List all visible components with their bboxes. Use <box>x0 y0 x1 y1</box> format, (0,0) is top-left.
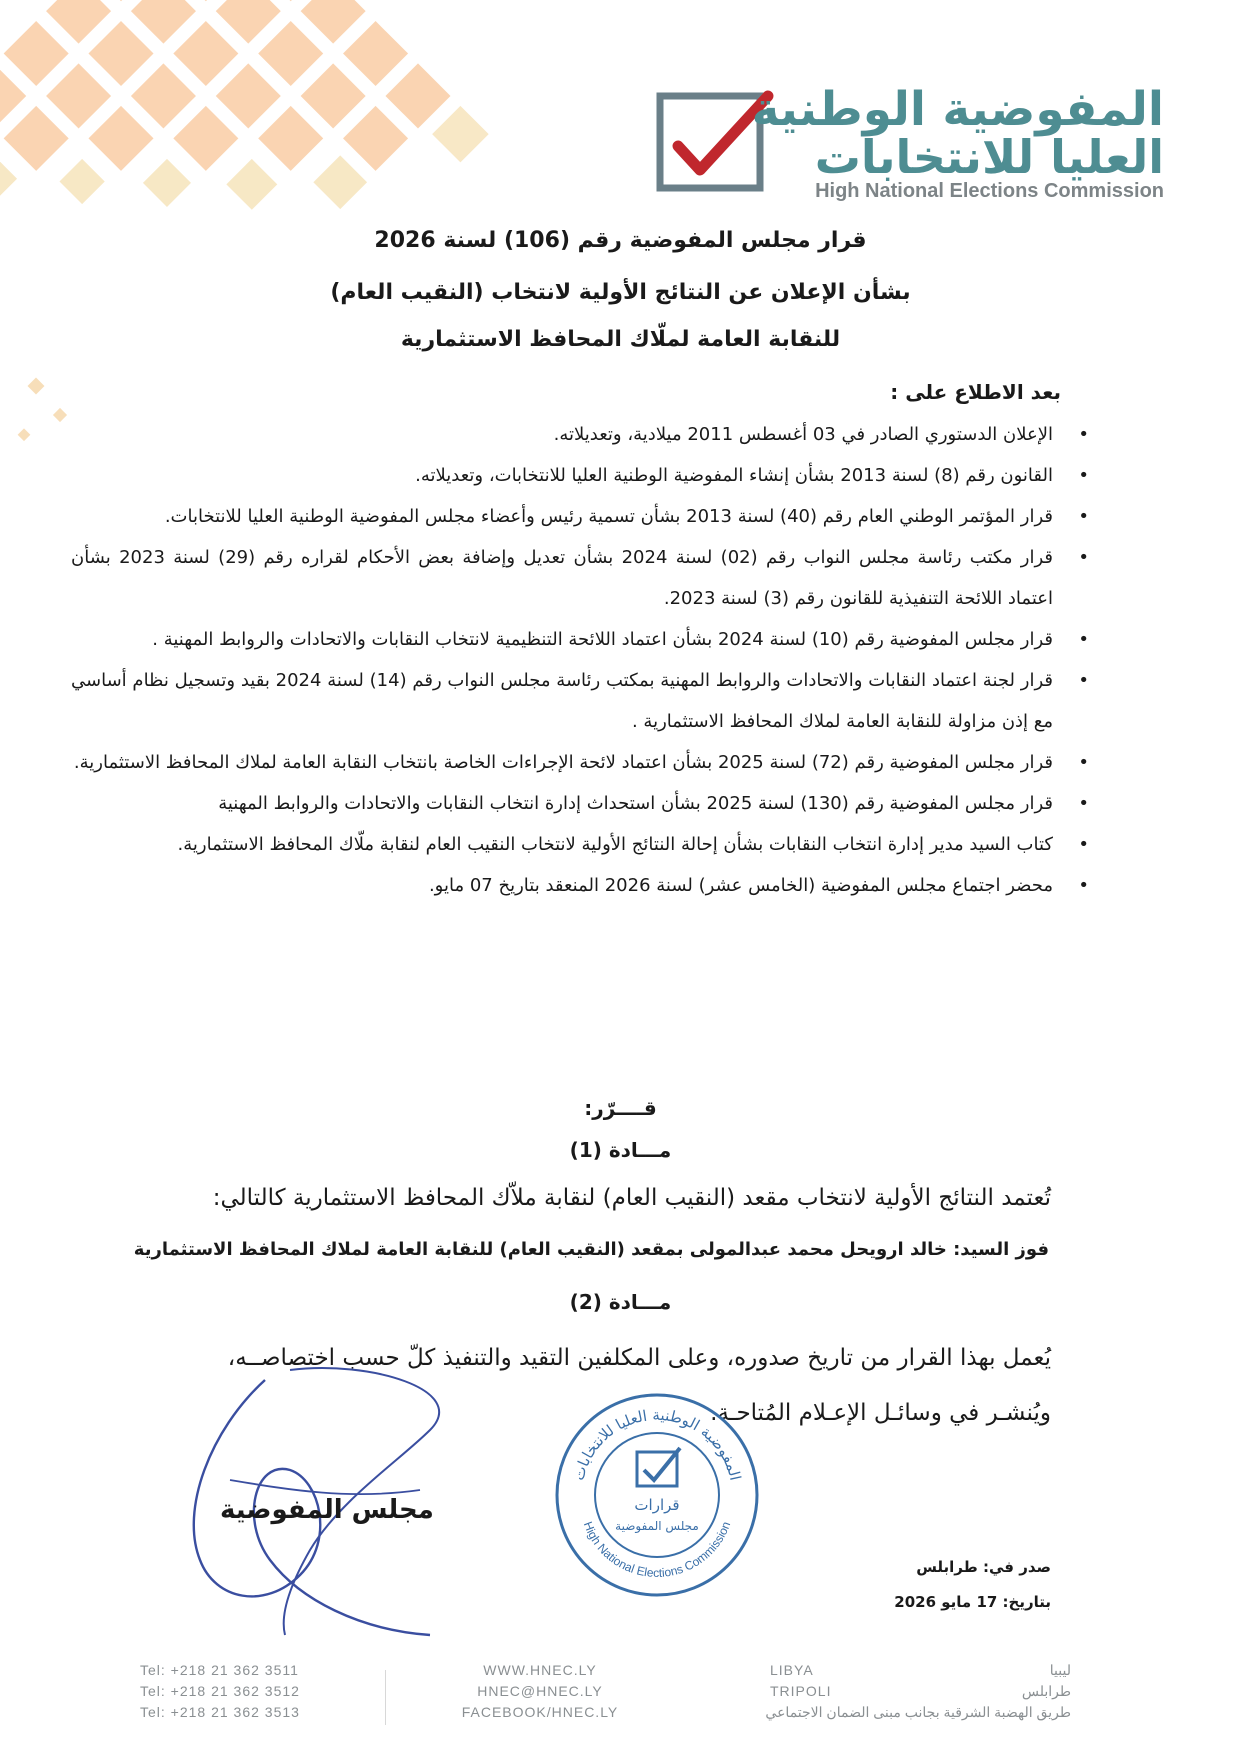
seal-ring-arabic: المفوضية الوطنية العليا للانتخابات <box>569 1405 745 1483</box>
page-footer <box>0 1660 1241 1730</box>
footer-phones <box>140 1660 300 1723</box>
list-item: • الإعلان الدستوري الصادر في 03 أغسطس 2011 ميلادية، وتعديلاته. <box>71 414 1071 455</box>
list-item: • كتاب السيد مدير إدارة انتخاب النقابات بشأن إحالة النتائج الأولية لانتخاب النقيب العام لنقابة ملّاك المحافظ الاستثمارية. <box>71 824 1071 865</box>
seal-ring-english: High National Elections Commission <box>580 1519 734 1581</box>
references-list <box>71 414 1071 906</box>
hnec-logo <box>644 80 1164 210</box>
article1-winner: فوز السيد: خالد ارويحل محمد عبدالمولى بمقعد (النقيب العام) للنقابة العامة لملاك المحافظ الاستثمارية <box>133 1239 1049 1260</box>
article1-heading: مـــادة (1) <box>569 1138 672 1162</box>
decided-heading: قــــرّر: <box>584 1096 657 1120</box>
footer-facebook-link[interactable]: FACEBOOK/HNEC.LY <box>461 1704 619 1720</box>
decision-title: قرار مجلس المفوضية رقم (106) لسنة 2026 <box>374 228 867 253</box>
footer-country-arabic: ليبيا <box>1049 1662 1071 1678</box>
preamble-heading: بعد الاطلاع على : <box>890 380 1061 404</box>
article2-heading: مـــادة (2) <box>569 1290 672 1314</box>
footer-phone: Tel: +218 21 362 3513 <box>140 1704 300 1720</box>
commission-seal-stamp <box>552 1390 762 1600</box>
logo-english-name: High National Elections Commission <box>815 180 1164 202</box>
seal-center-line2: مجلس المفوضية <box>615 1519 699 1533</box>
issue-place: صدر في: طرابلس <box>916 1558 1051 1576</box>
logo-arabic-line2: العليا للانتخابات <box>814 130 1164 184</box>
article2-line1: يُعمل بهذا القرار من تاريخ صدوره، وعلى المكلفين التقيد والتنفيذ كلّ حسب اختصاصــه، <box>227 1345 1051 1371</box>
signer-council: مجلس المفوضية <box>220 1495 434 1525</box>
footer-phone: Tel: +218 21 362 3511 <box>140 1662 299 1678</box>
list-item: • قرار مكتب رئاسة مجلس النواب رقم (02) لسنة 2024 بشأن تعديل وإضافة بعض الأحكام لقراره رقم (29) لسنة 2023 بشأن اعتماد اللائحة التنفيذية للقانون رقم (3) لسنة 2023. <box>71 537 1071 619</box>
logo-arabic-line1: المفوضية الوطنية <box>751 82 1164 137</box>
seal-center-line1: قرارات <box>634 1496 680 1514</box>
footer-phone: Tel: +218 21 362 3512 <box>140 1683 300 1699</box>
list-item: • القانون رقم (8) لسنة 2013 بشأن إنشاء المفوضية الوطنية العليا للانتخابات، وتعديلاته. <box>71 455 1071 496</box>
decision-subject-union: للنقابة العامة لملّاك المحافظ الاستثمارية <box>400 327 841 352</box>
footer-website-link[interactable]: WWW.HNEC.LY <box>483 1662 597 1678</box>
article1-text: تُعتمد النتائج الأولية لانتخاب مقعد (النقيب العام) لنقابة ملاّك المحافظ الاستثمارية كالتالي: <box>212 1185 1051 1211</box>
list-item: • قرار المؤتمر الوطني العام رقم (40) لسنة 2013 بشأن تسمية رئيس وأعضاء مجلس المفوضية الوطنية العليا للانتخابات. <box>71 496 1071 537</box>
article2-line2: ويُنشـر في وسائـل الإعـلام المُتاحـة. <box>710 1400 1051 1426</box>
footer-email-link[interactable]: HNEC@HNEC.LY <box>477 1683 603 1699</box>
footer-web <box>440 1660 640 1723</box>
list-item: • قرار لجنة اعتماد النقابات والاتحادات والروابط المهنية بمكتب رئاسة مجلس النواب رقم (14) لسنة 2024 بقيد وتسجيل نظام أساسي مع إذن مزاولة للنقابة العامة لملاك المحافظ الاستثمارية . <box>71 660 1071 742</box>
footer-street-arabic: طريق الهضبة الشرقية بجانب مبنى الضمان الاجتماعي <box>765 1704 1071 1720</box>
list-item: • محضر اجتماع مجلس المفوضية (الخامس عشر) لسنة 2026 المنعقد بتاريخ 07 مايو. <box>71 865 1071 906</box>
footer-country: LIBYA <box>770 1662 814 1678</box>
list-item: • قرار مجلس المفوضية رقم (130) لسنة 2025 بشأن استحداث إدارة انتخاب النقابات والاتحادات والروابط المهنية <box>71 783 1071 824</box>
footer-city: TRIPOLI <box>770 1683 832 1699</box>
list-item: • قرار مجلس المفوضية رقم (10) لسنة 2024 بشأن اعتماد اللائحة التنظيمية لانتخاب النقابات والاتحادات والروابط المهنية . <box>71 619 1071 660</box>
issue-date: بتاريخ: 17 مايو 2026 <box>894 1593 1051 1611</box>
footer-address-arabic <box>765 1660 1071 1723</box>
footer-city-arabic: طرابلس <box>1021 1683 1071 1699</box>
list-item: • قرار مجلس المفوضية رقم (72) لسنة 2025 بشأن اعتماد لائحة الإجراءات الخاصة بانتخاب النقابة العامة لملاك المحافظ الاستثمارية. <box>71 742 1071 783</box>
footer-divider <box>385 1670 386 1725</box>
decision-subject: بشأن الإعلان عن النتائج الأولية لانتخاب (النقيب العام) <box>330 280 911 305</box>
